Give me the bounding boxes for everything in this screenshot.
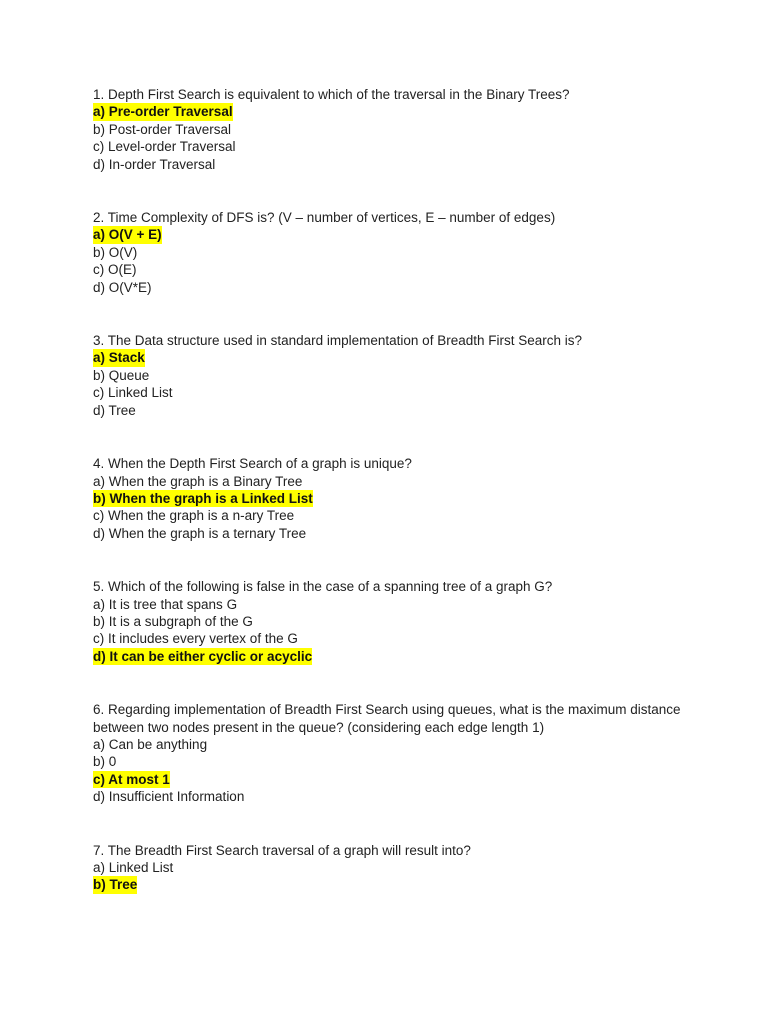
question-1 bbox=[93, 86, 693, 173]
answer-option: d) In-order Traversal bbox=[93, 156, 216, 172]
answer-option: b) Queue bbox=[93, 367, 150, 383]
document-page bbox=[93, 86, 693, 930]
question-6 bbox=[93, 701, 693, 805]
correct-answer: d) It can be either cyclic or acyclic bbox=[93, 648, 313, 664]
answer-option: c) Level-order Traversal bbox=[93, 139, 236, 155]
correct-answer: b) When the graph is a Linked List bbox=[93, 490, 313, 506]
question-7 bbox=[93, 842, 693, 894]
answer-option: a) Can be anything bbox=[93, 736, 208, 752]
question-2 bbox=[93, 209, 693, 296]
answer-option: c) Linked List bbox=[93, 385, 173, 401]
answer-option: c) It includes every vertex of the G bbox=[93, 631, 298, 647]
question-stem: 3. The Data structure used in standard implementation of Breadth First Search is? bbox=[93, 333, 582, 349]
answer-option: a) Linked List bbox=[93, 860, 174, 875]
answer-option: b) Post-order Traversal bbox=[93, 121, 232, 137]
question-stem: 1. Depth First Search is equivalent to which of the traversal in the Binary Trees? bbox=[93, 87, 570, 102]
question-4 bbox=[93, 455, 693, 542]
answer-option: d) Insufficient Information bbox=[93, 789, 245, 805]
question-stem: 5. Which of the following is false in the case of a spanning tree of a graph G? bbox=[93, 579, 553, 595]
correct-answer: a) O(V + E) bbox=[93, 227, 162, 243]
question-5 bbox=[93, 578, 693, 665]
question-stem: 4. When the Depth First Search of a graph is unique? bbox=[93, 456, 412, 472]
question-3 bbox=[93, 332, 693, 419]
answer-option: a) It is tree that spans G bbox=[93, 596, 238, 612]
correct-answer: a) Stack bbox=[93, 350, 145, 366]
question-stem: 2. Time Complexity of DFS is? (V – number of vertices, E – number of edges) bbox=[93, 210, 556, 226]
answer-option: b) It is a subgraph of the G bbox=[93, 613, 253, 629]
answer-option: b) O(V) bbox=[93, 244, 138, 260]
question-stem: 6. Regarding implementation of Breadth First Search using queues, what is the maximum distance between two nodes present in the queue? (considering each edge length 1) bbox=[93, 702, 681, 735]
answer-option: c) When the graph is a n-ary Tree bbox=[93, 508, 295, 524]
answer-option: a) When the graph is a Binary Tree bbox=[93, 473, 303, 489]
answer-option: d) When the graph is a ternary Tree bbox=[93, 525, 307, 541]
question-stem: 7. The Breadth First Search traversal of a graph will result into? bbox=[93, 842, 471, 858]
answer-option: d) O(V*E) bbox=[93, 279, 152, 295]
correct-answer: b) Tree bbox=[93, 877, 138, 893]
answer-option: c) O(E) bbox=[93, 262, 137, 278]
answer-option: b) 0 bbox=[93, 754, 117, 770]
correct-answer: a) Pre-order Traversal bbox=[93, 104, 233, 120]
answer-option: d) Tree bbox=[93, 402, 136, 418]
correct-answer: c) At most 1 bbox=[93, 771, 170, 787]
